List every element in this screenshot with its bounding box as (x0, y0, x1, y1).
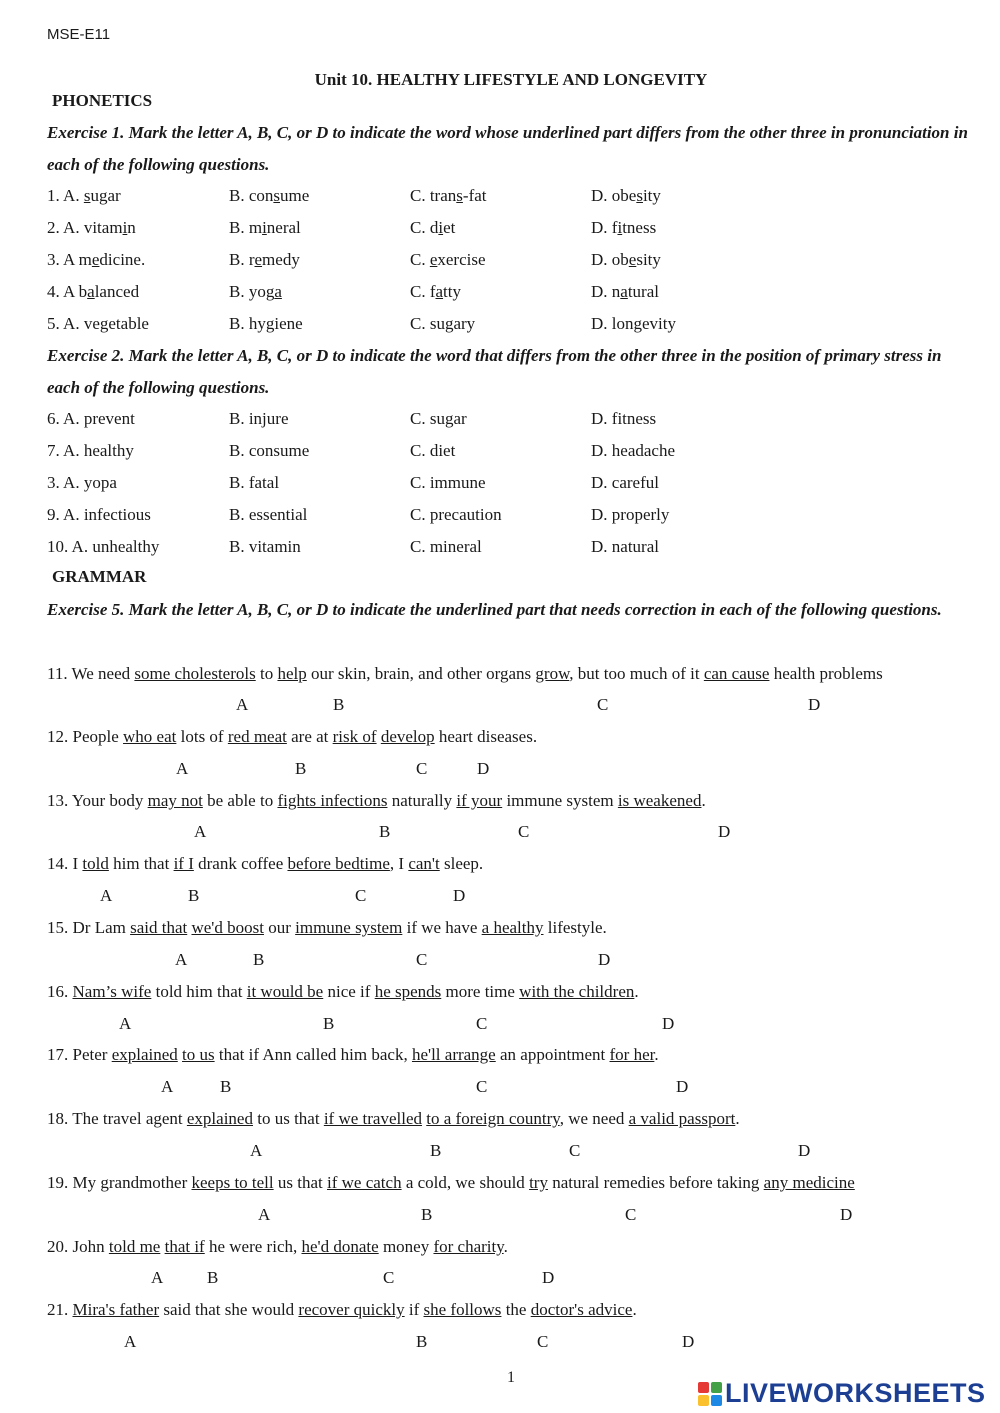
answer-letter-a: A (176, 759, 189, 778)
underlined-part: recover quickly (298, 1300, 405, 1319)
option-text: xercise (437, 250, 486, 269)
question-text: if (404, 1300, 424, 1319)
answer-letter-b: B (207, 1268, 219, 1287)
answer-letters-row (0, 1205, 1000, 1227)
option-text: sity (636, 250, 661, 269)
answer-letters-row (0, 1268, 1000, 1290)
answer-letters-row (0, 1332, 1000, 1354)
underlined-part: told me (108, 1237, 161, 1256)
answer-letters-row (0, 759, 1000, 781)
question-text: sleep. (439, 854, 484, 873)
answer-letter-a: A (258, 1205, 271, 1224)
logo-square-blue (711, 1395, 722, 1406)
option-d: D. careful (591, 473, 659, 492)
question-text: health problems (769, 664, 883, 683)
option-a (47, 186, 121, 206)
option-text: -fat (462, 186, 487, 205)
grammar-question (47, 664, 883, 684)
grammar-question (47, 1109, 740, 1129)
question-text: nice if (323, 982, 375, 1001)
logo-text: LIVEWORKSHEETS (725, 1378, 986, 1408)
question-text: lifestyle. (543, 918, 607, 937)
option-d: D. natural (591, 537, 659, 556)
option-text: D. ob (591, 250, 629, 269)
underlined-letters: g (99, 314, 109, 333)
question-text: told him that (151, 982, 247, 1001)
answer-letter-b: B (416, 1332, 428, 1351)
option-a: 10. A. unhealthy (47, 537, 160, 556)
underlined-letters: i (438, 218, 444, 237)
option-b: B. fatal (229, 473, 280, 492)
option-b (229, 186, 309, 206)
underlined-part: doctor's advice (530, 1300, 633, 1319)
option-text: D. obe (591, 186, 637, 205)
underlined-part: may not (147, 791, 203, 810)
answer-letters-row (0, 695, 1000, 717)
underlined-letters: e (429, 250, 438, 269)
option-text: neral (266, 218, 301, 237)
question-text: our (263, 918, 296, 937)
section-grammar: GRAMMAR (52, 567, 147, 586)
underlined-part: Mira's father (72, 1300, 160, 1319)
option-d (591, 186, 661, 206)
exercise-1-instruction: Exercise 1. Mark the letter A, B, C, or D to indicate the word whose underlined part differs from the other three in pronunciation in each of the following questions. (47, 123, 968, 174)
option-b: B. essential (229, 505, 308, 524)
option-a (47, 282, 139, 302)
option-c (410, 314, 475, 334)
option-text: et (443, 218, 456, 237)
question-text: are at (286, 727, 333, 746)
underlined-letters: s (83, 186, 91, 205)
option-text: C. f (410, 282, 436, 301)
grammar-question (47, 1173, 855, 1193)
answer-letters-row (0, 950, 1000, 972)
option-c: C. mineral (410, 537, 482, 556)
grammar-question (47, 1045, 659, 1065)
option-text: B. hy (229, 314, 266, 333)
logo-square-yellow (698, 1395, 709, 1406)
underlined-part: immune system (295, 918, 403, 937)
question-text: more time (441, 982, 520, 1001)
underlined-part: explained (186, 1109, 253, 1128)
exercise-5-instruction: Exercise 5. Mark the letter A, B, C, or D to indicate the underlined part that needs correction in each of the following questions. (47, 600, 942, 619)
logo-squares-icon (698, 1382, 722, 1406)
question-text: be able to (202, 791, 278, 810)
underlined-part: a healthy (481, 918, 544, 937)
option-text: 1. A. (47, 186, 84, 205)
option-c (410, 186, 487, 206)
underlined-part: if we catch (327, 1173, 402, 1192)
grammar-question (47, 854, 483, 874)
answer-letter-a: A (250, 1141, 263, 1160)
option-text: C. tran (410, 186, 457, 205)
question-text: him that (108, 854, 174, 873)
option-d (591, 282, 659, 302)
option-d (591, 314, 676, 334)
underlined-part: if we travelled (323, 1109, 423, 1128)
option-d: D. fitness (591, 409, 657, 428)
underlined-letters: a (87, 282, 95, 301)
answer-letter-a: A (175, 950, 188, 969)
answer-letter-b: B (333, 695, 345, 714)
question-text: . (634, 982, 639, 1001)
answer-letter-c: C (476, 1077, 488, 1096)
answer-letter-c: C (383, 1268, 395, 1287)
answer-letter-c: C (476, 1014, 488, 1033)
underlined-part: explained (111, 1045, 178, 1064)
option-text: C. (410, 250, 430, 269)
underlined-part: he'd donate (301, 1237, 379, 1256)
option-b (229, 250, 300, 270)
underlined-part: any medicine (763, 1173, 855, 1192)
underlined-letters: g (265, 314, 275, 333)
option-text: tness (622, 218, 657, 237)
answer-letter-d: D (453, 886, 466, 905)
answer-letter-a: A (194, 822, 207, 841)
underlined-letters: i (262, 218, 267, 237)
underlined-part: develop (380, 727, 435, 746)
question-text: 11. We need (47, 664, 135, 683)
option-b: B. vitamin (229, 537, 301, 556)
option-text: 4. A b (47, 282, 88, 301)
logo-square-green (711, 1382, 722, 1393)
question-text: 13. Your body (47, 791, 148, 810)
grammar-question (47, 791, 706, 811)
header-code: MSE-E11 (47, 26, 111, 43)
answer-letters-row (0, 1141, 1000, 1163)
underlined-part: he spends (374, 982, 442, 1001)
option-b (229, 314, 303, 334)
page-number: 1 (507, 1369, 515, 1386)
answer-letter-b: B (421, 1205, 433, 1224)
underlined-letters: e (628, 250, 637, 269)
option-a: 3. A. yopa (47, 473, 117, 492)
grammar-question (47, 1237, 508, 1257)
option-text: tty (443, 282, 461, 301)
underlined-part: try (529, 1173, 548, 1192)
exercise-2-instruction: Exercise 2. Mark the letter A, B, C, or D to indicate the word that differs from the other three in the position of primary stress in each of the following questions. (47, 346, 942, 397)
question-text: to us that (252, 1109, 324, 1128)
section-phonetics: PHONETICS (52, 91, 153, 110)
underlined-part: said that (130, 918, 188, 937)
answer-letter-d: D (662, 1014, 675, 1033)
question-text: lots of (176, 727, 228, 746)
question-text: our skin, brain, and other organs (306, 664, 536, 683)
question-text: 21. (47, 1300, 73, 1319)
answer-letter-d: D (718, 822, 731, 841)
option-text: 3. A m (47, 250, 92, 269)
option-text: B. r (229, 250, 255, 269)
answer-letters-row (0, 822, 1000, 844)
underlined-part: a valid passport (628, 1109, 736, 1128)
underlined-letters: g (633, 314, 642, 333)
option-a (47, 250, 145, 270)
answer-letter-b: B (295, 759, 307, 778)
option-text: medy (262, 250, 300, 269)
answer-letters-row (0, 1014, 1000, 1036)
answer-letter-c: C (597, 695, 609, 714)
question-text: 14. I (47, 854, 83, 873)
answer-letter-c: C (537, 1332, 549, 1351)
underlined-part: can cause (703, 664, 770, 683)
option-d (591, 218, 656, 238)
option-text: D. n (591, 282, 621, 301)
underlined-part: is weakened (617, 791, 702, 810)
option-text: C. d (410, 218, 439, 237)
grammar-question (47, 1300, 637, 1320)
answer-letter-a: A (124, 1332, 137, 1351)
question-text: . (654, 1045, 659, 1064)
option-a (47, 218, 136, 238)
option-a: 9. A. infectious (47, 505, 151, 524)
underlined-part: to us (182, 1045, 215, 1064)
option-b: B. injure (229, 409, 289, 428)
underlined-letters: e (91, 250, 100, 269)
question-text: 17. Peter (47, 1045, 112, 1064)
answer-letter-d: D (542, 1268, 555, 1287)
option-text: D. f (591, 218, 618, 237)
question-text: . (632, 1300, 637, 1319)
underlined-part: for her (609, 1045, 655, 1064)
answer-letter-c: C (416, 950, 428, 969)
question-text: , I (389, 854, 409, 873)
question-text: naturally (387, 791, 457, 810)
option-text: 5. A. ve (47, 314, 100, 333)
underlined-part: for charity (433, 1237, 504, 1256)
question-text: to (255, 664, 278, 683)
grammar-question (47, 982, 639, 1002)
option-text: B. con (229, 186, 274, 205)
answer-letter-d: D (798, 1141, 811, 1160)
question-text: he were rich, (204, 1237, 302, 1256)
question-text: that if Ann called him back, (214, 1045, 412, 1064)
option-c (410, 218, 455, 238)
underlined-part: can't (408, 854, 440, 873)
question-text: 18. The travel agent (47, 1109, 187, 1128)
option-text: ume (280, 186, 310, 205)
question-text: the (501, 1300, 531, 1319)
option-c (410, 282, 461, 302)
underlined-part: with the children (519, 982, 635, 1001)
question-text: natural remedies before taking (547, 1173, 764, 1192)
underlined-letters: i (617, 218, 623, 237)
option-c: C. diet (410, 441, 456, 460)
answer-letters-row (0, 1077, 1000, 1099)
question-text: 12. People (47, 727, 124, 746)
underlined-letters: s (636, 186, 643, 205)
option-text: ary (453, 314, 476, 333)
question-text: heart diseases. (434, 727, 538, 746)
option-b: B. consume (229, 441, 310, 460)
question-text: 20. John (47, 1237, 109, 1256)
option-c (410, 250, 486, 270)
answer-letter-a: A (100, 886, 113, 905)
answer-letter-b: B (188, 886, 200, 905)
option-text: B. m (229, 218, 263, 237)
underlined-part: she follows (423, 1300, 502, 1319)
question-text: a cold, we should (401, 1173, 530, 1192)
underlined-part: before bedtime (287, 854, 390, 873)
option-c: C. immune (410, 473, 486, 492)
question-text: money (378, 1237, 434, 1256)
option-text: etable (108, 314, 149, 333)
option-text: lanced (94, 282, 140, 301)
underlined-letters: i (122, 218, 128, 237)
question-text: said that she would (159, 1300, 299, 1319)
option-text: tural (627, 282, 659, 301)
underlined-part: help (277, 664, 307, 683)
answer-letter-d: D (598, 950, 611, 969)
question-text: us that (273, 1173, 327, 1192)
option-text: iene (274, 314, 303, 333)
underlined-letters: a (620, 282, 628, 301)
option-a (47, 314, 149, 334)
option-text: n (127, 218, 136, 237)
answer-letter-c: C (569, 1141, 581, 1160)
underlined-part: red meat (227, 727, 287, 746)
answer-letter-a: A (236, 695, 249, 714)
answer-letter-b: B (220, 1077, 232, 1096)
underlined-part: fights infections (277, 791, 388, 810)
logo-square-red (698, 1382, 709, 1393)
question-text: , but too much of it (569, 664, 704, 683)
option-text: ity (642, 186, 661, 205)
underlined-letters: e (254, 250, 263, 269)
underlined-part: grow (535, 664, 570, 683)
option-text: ugar (90, 186, 121, 205)
question-text: , we need (559, 1109, 629, 1128)
answer-letter-c: C (518, 822, 530, 841)
underlined-letters: s (273, 186, 281, 205)
answer-letter-d: D (682, 1332, 695, 1351)
option-c: C. precaution (410, 505, 502, 524)
answer-letter-a: A (119, 1014, 132, 1033)
question-text: 15. Dr Lam (47, 918, 131, 937)
underlined-part: told (82, 854, 109, 873)
option-a: 7. A. healthy (47, 441, 134, 460)
answer-letter-b: B (430, 1141, 442, 1160)
underlined-letters: s (456, 186, 463, 205)
underlined-part: that if (164, 1237, 205, 1256)
liveworksheets-logo (698, 1378, 986, 1409)
answer-letter-c: C (625, 1205, 637, 1224)
question-text: 19. My grandmother (47, 1173, 192, 1192)
question-text: drank coffee (193, 854, 288, 873)
option-d: D. properly (591, 505, 670, 524)
underlined-part: to a foreign country (426, 1109, 560, 1128)
answer-letter-b: B (253, 950, 265, 969)
option-text: C. su (410, 314, 445, 333)
option-c: C. sugar (410, 409, 467, 428)
answer-letter-a: A (161, 1077, 174, 1096)
question-text: immune system (502, 791, 618, 810)
question-text: . (735, 1109, 740, 1128)
question-text: 16. (47, 982, 73, 1001)
answer-letter-d: D (840, 1205, 853, 1224)
answer-letters-row (0, 886, 1000, 908)
option-a: 6. A. prevent (47, 409, 135, 428)
underlined-letters: g (444, 314, 454, 333)
underlined-part: we'd boost (191, 918, 264, 937)
question-text: an appointment (495, 1045, 610, 1064)
underlined-part: Nam’s wife (72, 982, 152, 1001)
option-text: evity (642, 314, 676, 333)
option-b (229, 282, 282, 302)
option-d (591, 250, 661, 270)
answer-letter-b: B (379, 822, 391, 841)
underlined-part: it would be (246, 982, 324, 1001)
grammar-question (47, 918, 607, 938)
option-text: B. yog (229, 282, 275, 301)
page-title: Unit 10. HEALTHY LIFESTYLE AND LONGEVITY (314, 70, 708, 89)
option-b (229, 218, 301, 238)
underlined-letters: a (274, 282, 282, 301)
question-text: . (701, 791, 706, 810)
answer-letter-c: C (416, 759, 428, 778)
question-text: if we have (402, 918, 482, 937)
answer-letter-a: A (151, 1268, 164, 1287)
underlined-part: he'll arrange (411, 1045, 496, 1064)
underlined-part: some cholesterols (134, 664, 256, 683)
grammar-question (47, 727, 537, 747)
answer-letter-c: C (355, 886, 367, 905)
underlined-part: who eat (123, 727, 177, 746)
answer-letter-d: D (808, 695, 821, 714)
answer-letter-d: D (676, 1077, 689, 1096)
question-text: . (503, 1237, 508, 1256)
underlined-part: if I (173, 854, 194, 873)
option-text: dicine. (99, 250, 146, 269)
underlined-part: risk of (332, 727, 377, 746)
answer-letter-b: B (323, 1014, 335, 1033)
underlined-letters: a (435, 282, 444, 301)
answer-letter-d: D (477, 759, 490, 778)
option-d: D. headache (591, 441, 676, 460)
option-text: 2. A. vitam (47, 218, 123, 237)
option-text: D. lon (591, 314, 634, 333)
underlined-part: if your (456, 791, 503, 810)
underlined-part: keeps to tell (191, 1173, 274, 1192)
